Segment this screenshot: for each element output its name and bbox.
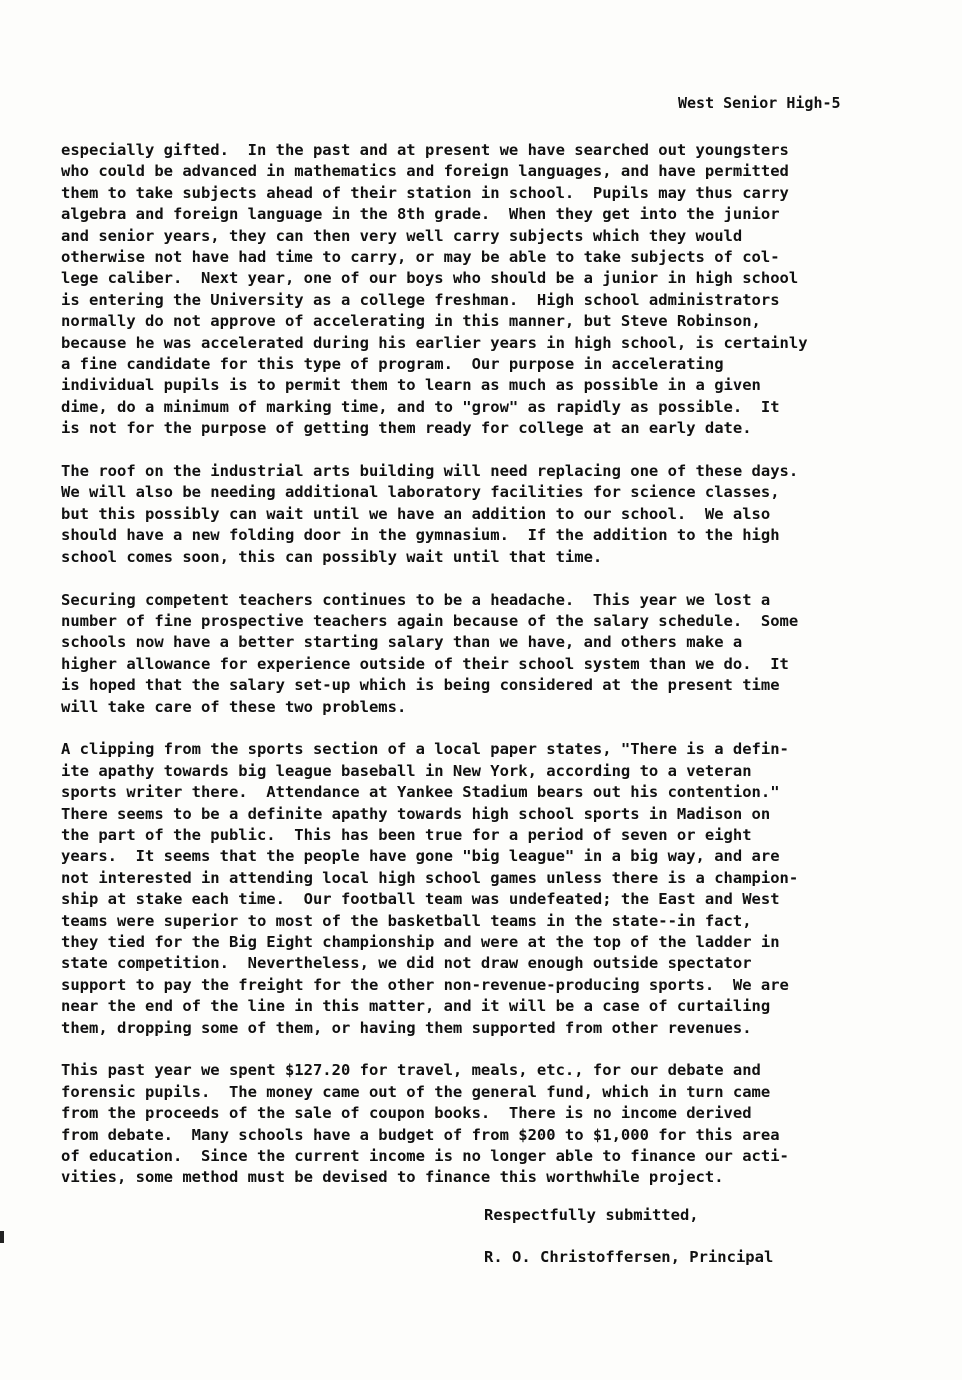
text-line: otherwise not have had time to carry, or may be able to take subjects of col-	[61, 248, 780, 267]
text-line: Securing competent teachers continues to be a headache. This year we lost a	[61, 590, 771, 609]
text-line: who could be advanced in mathematics and foreign languages, and have permitted	[61, 162, 789, 181]
text-line: We will also be needing additional laboratory facilities for science classes,	[61, 483, 780, 502]
text-line: support to pay the freight for the other non-revenue-producing sports. We are	[61, 975, 789, 994]
text-line: schools now have a better starting salary than we have, and others make a	[61, 633, 743, 652]
text-line: number of fine prospective teachers again because of the salary schedule. Some	[61, 611, 799, 630]
text-line: The roof on the industrial arts building will need replacing one of these days.	[61, 462, 799, 481]
text-line: individual pupils is to permit them to learn as much as possible in a given	[61, 376, 761, 395]
text-line: especially gifted. In the past and at present we have searched out youngsters	[61, 141, 789, 159]
text-line: forensic pupils. The money came out of the general fund, which in turn came	[61, 1082, 771, 1101]
text-line: There seems to be a definite apathy towards high school sports in Madison on	[61, 804, 771, 823]
signature-line: R. O. Christoffersen, Principal	[484, 1248, 774, 1266]
text-line: A clipping from the sports section of a local paper states, "There is a defin-	[61, 740, 789, 759]
text-line: is hoped that the salary set-up which is being considered at the present time	[61, 676, 780, 695]
paragraph-2	[61, 461, 941, 568]
text-line: them to take subjects ahead of their station in school. Pupils may thus carry	[61, 183, 789, 202]
text-line: and senior years, they can then very well carry subjects which they would	[61, 226, 743, 245]
text-line: vities, some method must be devised to finance this worthwhile project.	[61, 1168, 724, 1187]
text-line: This past year we spent $127.20 for travel, meals, etc., for our debate and	[61, 1061, 761, 1080]
text-line: years. It seems that the people have gone "big league" in a big way, and are	[61, 847, 780, 866]
page-header: West Senior High-5	[678, 94, 841, 112]
text-line: dime, do a minimum of marking time, and to "grow" as rapidly as possible. It	[61, 397, 780, 416]
text-line: a fine candidate for this type of program. Our purpose in accelerating	[61, 355, 724, 374]
text-line: is entering the University as a college freshman. High school administrators	[61, 290, 780, 309]
margin-mark	[0, 1231, 4, 1243]
text-line: they tied for the Big Eight championship and were at the top of the ladder in	[61, 932, 780, 951]
text-line: school comes soon, this can possibly wait until that time.	[61, 547, 603, 566]
text-line: of education. Since the current income is no longer able to finance our acti-	[61, 1147, 789, 1166]
text-line: sports writer there. Attendance at Yankee Stadium bears out his contention."	[61, 783, 780, 802]
closing-salutation: Respectfully submitted,	[484, 1206, 699, 1224]
text-line: the part of the public. This has been true for a period of seven or eight	[61, 825, 752, 844]
text-line: not interested in attending local high school games unless there is a champion-	[61, 868, 799, 887]
text-line: is not for the purpose of getting them ready for college at an early date.	[61, 419, 752, 438]
paragraph-4	[61, 739, 941, 1039]
text-line: but this possibly can wait until we have an addition to our school. We also	[61, 504, 771, 523]
paragraph-1	[61, 140, 941, 440]
text-line: algebra and foreign language in the 8th grade. When they get into the junior	[61, 205, 780, 224]
text-line: should have a new folding door in the gymnasium. If the addition to the high	[61, 526, 780, 545]
text-line: ship at stake each time. Our football team was undefeated; the East and West	[61, 890, 780, 909]
text-line: state competition. Nevertheless, we did not draw enough outside spectator	[61, 954, 752, 973]
text-line: higher allowance for experience outside of their school system than we do. It	[61, 654, 789, 673]
text-line: ite apathy towards big league baseball in New York, according to a veteran	[61, 761, 752, 780]
text-line: from the proceeds of the sale of coupon books. There is no income derived	[61, 1104, 752, 1123]
text-line: will take care of these two problems.	[61, 697, 407, 716]
letter-body	[61, 140, 941, 1210]
text-line: because he was accelerated during his earlier years in high school, is certainly	[61, 333, 808, 352]
text-line: near the end of the line in this matter, and it will be a case of curtailing	[61, 997, 771, 1016]
text-line: normally do not approve of accelerating in this manner, but Steve Robinson,	[61, 312, 761, 331]
paragraph-3	[61, 590, 941, 718]
text-line: them, dropping some of them, or having them supported from other revenues.	[61, 1018, 752, 1037]
paragraph-5	[61, 1060, 941, 1188]
text-line: lege caliber. Next year, one of our boys who should be a junior in high school	[61, 269, 799, 288]
text-line: from debate. Many schools have a budget of from $200 to $1,000 for this area	[61, 1125, 780, 1144]
text-line: teams were superior to most of the basketball teams in the state--in fact,	[61, 911, 752, 930]
